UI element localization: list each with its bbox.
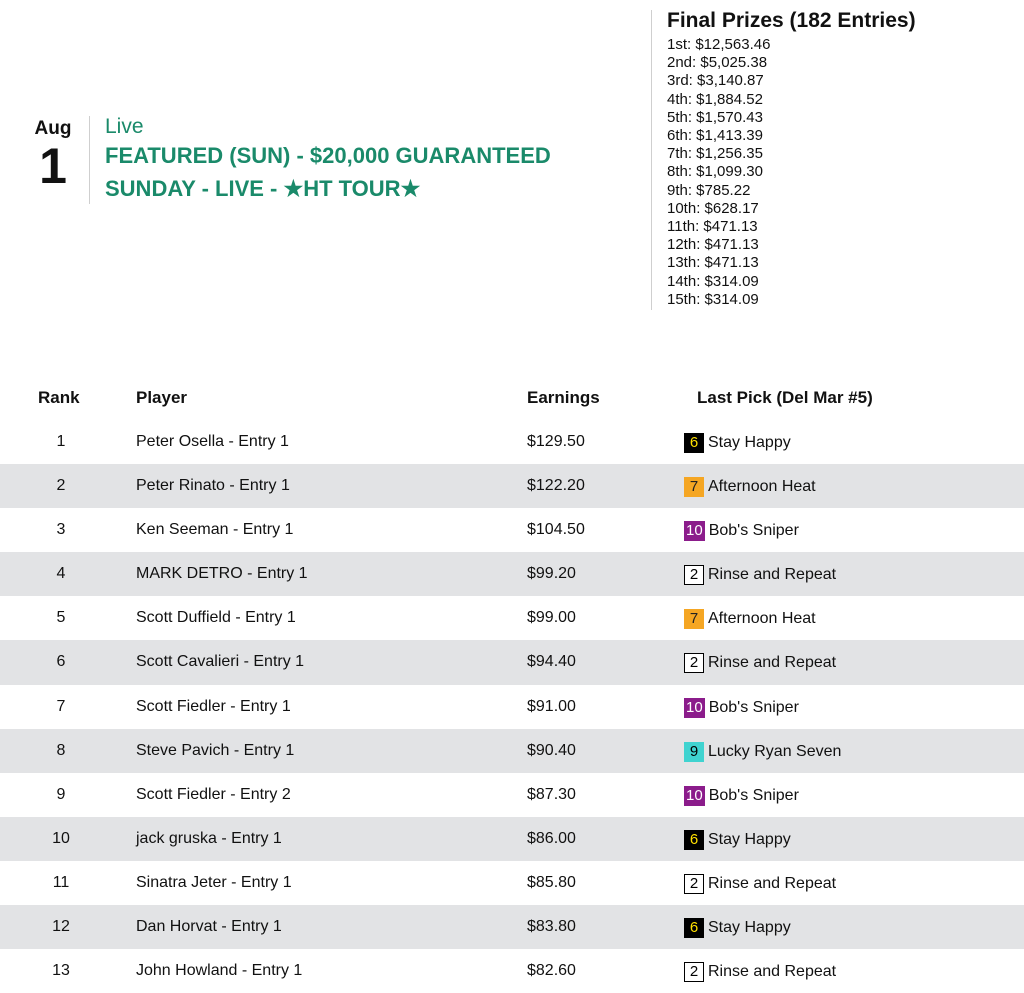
table-row[interactable] [0,420,1024,464]
post-position-badge: 7 [684,477,704,497]
horse-name: Rinse and Repeat [708,874,837,892]
row-rank: 9 [56,785,66,803]
row-player[interactable]: Scott Fiedler - Entry 2 [136,785,291,803]
header-earnings[interactable]: Earnings [527,388,600,407]
prize-item: 10th: $628.17 [667,199,759,217]
prize-item: 14th: $314.09 [667,272,759,290]
post-position-badge: 10 [686,698,703,716]
prize-item: 8th: $1,099.30 [667,163,763,181]
header-player[interactable]: Player [136,388,188,407]
row-rank: 5 [56,609,66,627]
event-day: 1 [39,138,67,194]
table-row[interactable] [0,861,1024,905]
prize-item: 15th: $314.09 [667,290,759,308]
prizes-divider [651,10,652,310]
post-position-badge: 7 [684,609,704,629]
leaderboard-table [0,375,1024,993]
table-row[interactable] [0,817,1024,861]
row-player[interactable]: John Howland - Entry 1 [136,962,303,980]
row-rank: 12 [52,918,70,936]
horse-name: Bob's Sniper [708,522,799,540]
row-rank: 3 [56,521,66,539]
row-player[interactable]: Scott Duffield - Entry 1 [136,609,296,627]
prize-item: 13th: $471.13 [667,254,759,272]
row-last-pick [684,609,816,629]
row-earnings: $104.50 [527,521,585,539]
row-player[interactable]: Sinatra Jeter - Entry 1 [136,873,292,891]
row-rank: 13 [52,962,70,980]
table-row[interactable] [0,685,1024,729]
row-last-pick [684,565,836,585]
row-player[interactable]: Peter Osella - Entry 1 [136,433,289,450]
row-player[interactable]: Peter Rinato - Entry 1 [136,477,290,495]
prize-item: 3rd: $3,140.87 [667,72,764,90]
post-position-badge: 9 [684,742,704,762]
prize-item: 9th: $785.22 [667,181,751,199]
prize-item: 11th: $471.13 [667,218,758,236]
row-last-pick [684,874,836,894]
prize-item: 7th: $1,256.35 [667,145,763,163]
row-player[interactable]: Steve Pavich - Entry 1 [136,741,295,759]
row-earnings: $90.40 [527,741,576,759]
post-position-badge: 2 [684,565,704,585]
horse-name: Bob's Sniper [708,698,799,716]
event-date [30,118,76,192]
event-month: Aug [34,118,72,139]
horse-name: Rinse and Repeat [708,566,837,584]
row-earnings: $91.00 [527,697,576,715]
post-position-badge: 10 [686,786,703,804]
row-rank: 10 [52,829,70,847]
row-earnings: $99.20 [527,565,576,583]
horse-name: Afternoon Heat [708,610,816,628]
row-last-pick [684,918,791,938]
table-row[interactable] [0,508,1024,552]
row-earnings: $122.20 [527,477,585,495]
horse-name: Bob's Sniper [708,786,799,804]
table-row[interactable] [0,552,1024,596]
event-info [105,115,551,205]
row-last-pick [684,698,799,718]
table-header [0,375,1024,420]
row-earnings: $129.50 [527,433,585,450]
prizes-heading: Final Prizes (182 Entries) [667,9,916,32]
row-player[interactable]: Ken Seeman - Entry 1 [136,521,294,539]
post-position-badge: 2 [684,962,704,982]
post-position-badge: 10 [686,522,703,540]
row-rank: 1 [56,433,66,450]
table-row[interactable] [0,640,1024,684]
row-earnings: $99.00 [527,609,576,627]
horse-name: Rinse and Repeat [708,654,837,672]
row-rank: 6 [56,653,66,671]
row-last-pick [684,521,799,541]
row-last-pick [684,477,816,497]
row-player[interactable]: Scott Fiedler - Entry 1 [136,697,291,715]
final-prizes [667,8,916,309]
horse-name: Lucky Ryan Seven [708,742,842,760]
post-position-badge: 6 [684,918,704,938]
row-rank: 2 [56,477,66,495]
prize-item: 5th: $1,570.43 [667,108,763,126]
table-body [0,420,1024,993]
table-row[interactable] [0,464,1024,508]
horse-name: Stay Happy [708,434,791,451]
prize-item: 12th: $471.13 [667,236,759,254]
row-last-pick [684,742,841,762]
prize-item: 1st: $12,563.46 [667,36,771,53]
row-earnings: $87.30 [527,785,576,803]
table-row[interactable] [0,905,1024,949]
row-rank: 4 [56,565,66,583]
row-last-pick [684,433,791,453]
horse-name: Afternoon Heat [708,478,816,496]
horse-name: Stay Happy [708,919,791,937]
header-rank[interactable]: Rank [38,388,80,407]
row-rank: 11 [52,873,70,891]
row-player[interactable]: Dan Horvat - Entry 1 [136,918,282,936]
row-last-pick [684,962,836,982]
table-row[interactable] [0,596,1024,640]
prize-list [667,36,916,309]
horse-name: Stay Happy [708,830,791,848]
table-row[interactable] [0,773,1024,817]
row-last-pick [684,830,791,850]
event-title-line-1: FEATURED (SUN) - $20,000 GUARANTEED [105,143,551,168]
event-status: Live [105,115,144,138]
prize-item: 2nd: $5,025.38 [667,54,768,72]
row-player[interactable]: jack gruska - Entry 1 [136,829,282,847]
row-player[interactable]: Scott Cavalieri - Entry 1 [136,653,305,671]
table-row[interactable] [0,729,1024,773]
row-earnings: $86.00 [527,829,576,847]
row-last-pick [684,653,836,673]
row-rank: 8 [56,741,66,759]
header-last-pick[interactable]: Last Pick (Del Mar #5) [697,388,873,407]
row-player[interactable]: MARK DETRO - Entry 1 [136,565,308,583]
event-title-line-2: SUNDAY - LIVE - ★HT TOUR★ [105,176,421,201]
row-earnings: $94.40 [527,653,576,671]
row-last-pick [684,786,799,806]
date-divider [89,116,90,204]
row-earnings: $82.60 [527,962,576,980]
prize-item: 6th: $1,413.39 [667,127,763,145]
table-row[interactable] [0,949,1024,993]
post-position-badge: 6 [684,433,704,453]
post-position-badge: 2 [684,874,704,894]
post-position-badge: 2 [684,653,704,673]
horse-name: Rinse and Repeat [708,963,837,981]
row-rank: 7 [56,697,66,715]
prize-item: 4th: $1,884.52 [667,90,763,108]
post-position-badge: 6 [684,830,704,850]
row-earnings: $83.80 [527,918,576,936]
row-earnings: $85.80 [527,873,576,891]
